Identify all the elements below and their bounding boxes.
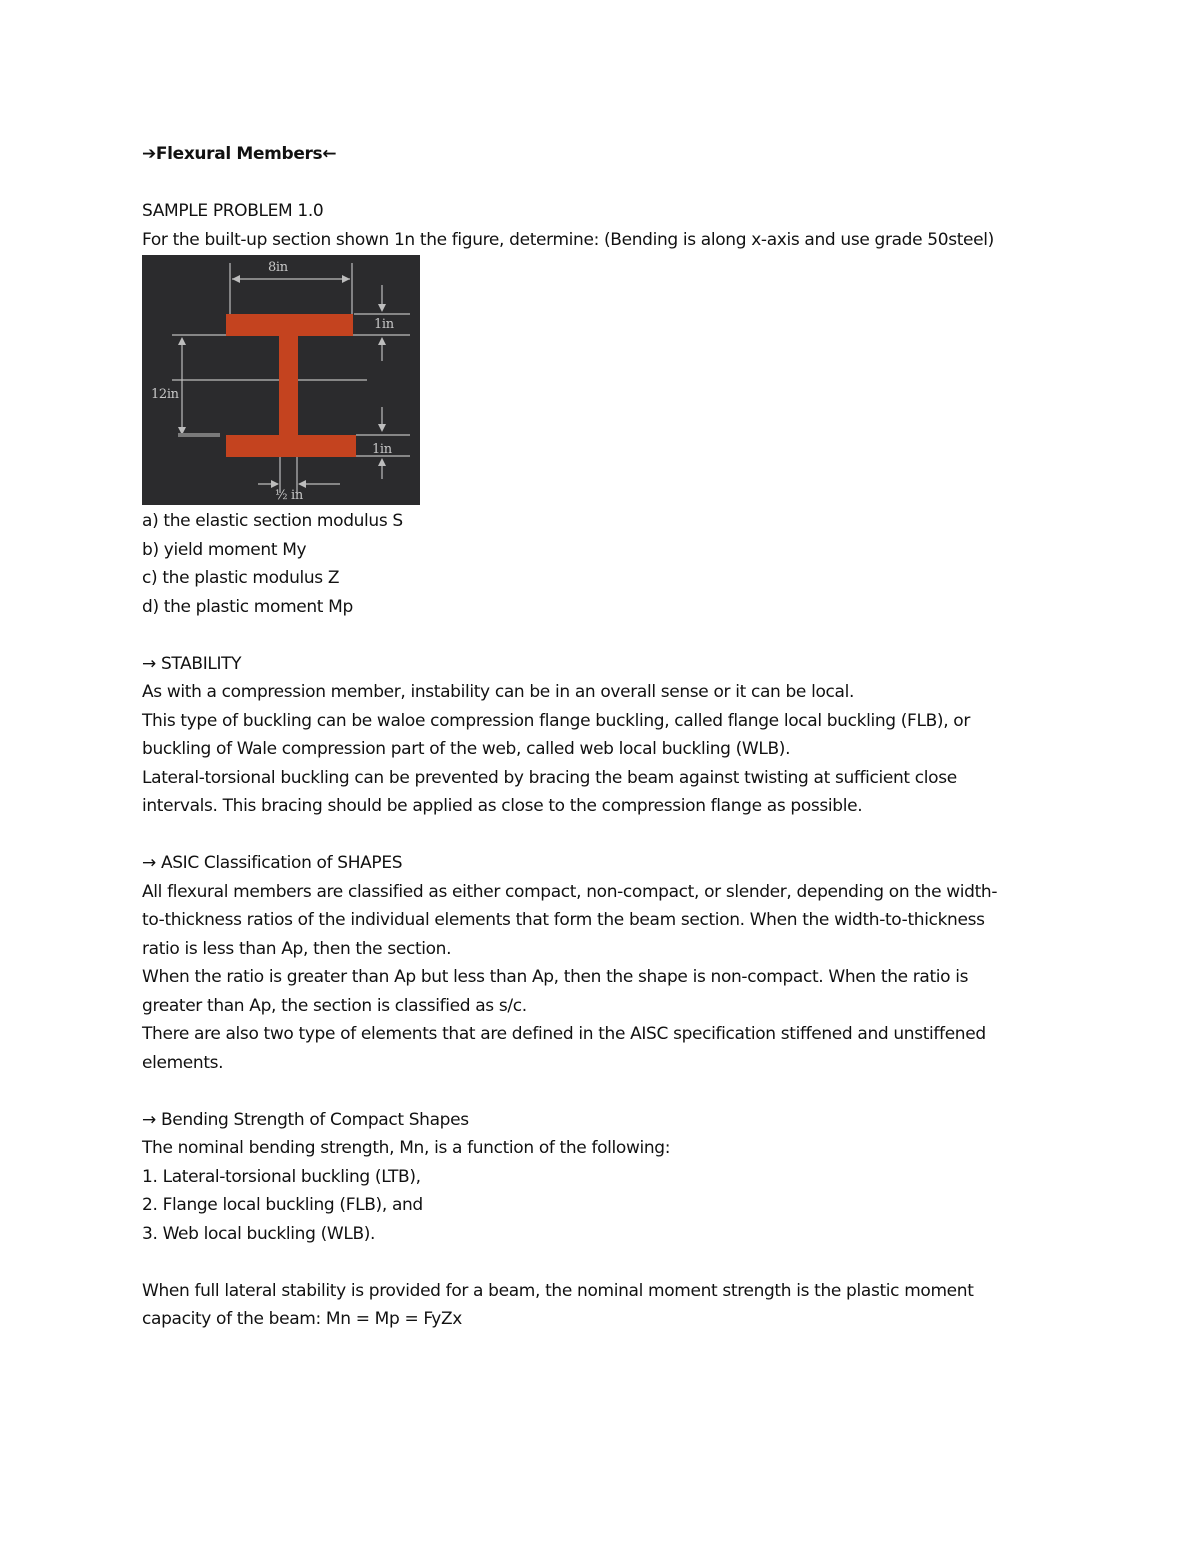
problem-heading: SAMPLE PROBLEM 1.0 <box>142 201 324 221</box>
ground-mark <box>178 433 220 437</box>
bending-heading: → Bending Strength of Compact Shapes <box>142 1109 469 1130</box>
problem-statement: For the built-up section shown 1n the figure, determine: (Bending is along x-axis and use grade 50steel) <box>142 229 994 250</box>
label-top-flange-thickness: 1in <box>374 317 394 332</box>
stability-line: This type of buckling can be waloe compression flange buckling, called flange local buckling (FLB), or <box>142 710 970 731</box>
classification-line: There are also two type of elements that are defined in the AISC specification stiffened and unstiffened <box>142 1024 986 1044</box>
stability-heading: → STABILITY <box>142 653 242 674</box>
stability-line: Lateral-torsional buckling can be prevented by bracing the beam against twisting at sufficient close <box>142 767 957 788</box>
label-web-thickness: ½ in <box>275 488 303 503</box>
label-flange-width: 8in <box>268 260 288 275</box>
classification-line: elements. <box>142 1052 224 1073</box>
i-beam-figure <box>142 255 420 505</box>
label-depth: 12in <box>151 387 179 402</box>
bending-item: 3. Web local buckling (WLB). <box>142 1223 376 1244</box>
bending-item: 1. Lateral-torsional buckling (LTB), <box>142 1166 421 1187</box>
stability-line: buckling of Wale compression part of the web, called web local buckling (WLB). <box>142 739 791 759</box>
top-flange <box>226 314 353 336</box>
spacer <box>142 1077 1062 1106</box>
spacer <box>142 621 1062 650</box>
problem-item: b) yield moment My <box>142 539 307 560</box>
spacer <box>142 1248 1062 1277</box>
spacer <box>142 169 1062 198</box>
web <box>279 335 298 437</box>
bottom-flange <box>226 435 356 457</box>
label-bottom-flange-thickness: 1in <box>372 442 392 457</box>
stability-line: As with a compression member, instability can be in an overall sense or it can be local. <box>142 682 855 702</box>
document-body <box>142 140 1062 1334</box>
classification-line: ratio is less than Ap, then the section. <box>142 938 452 959</box>
bending-item: 2. Flange local buckling (FLB), and <box>142 1195 423 1215</box>
stability-line: intervals. This bracing should be applied as close to the compression flange as possible. <box>142 796 863 816</box>
bending-intro: The nominal bending strength, Mn, is a function of the following: <box>142 1138 671 1158</box>
classification-line: to-thickness ratios of the individual elements that form the beam section. When the width-to-thickness <box>142 910 985 930</box>
document-title: ➔Flexural Members← <box>142 144 337 164</box>
classification-line: When the ratio is greater than Ap but less than Ap, then the shape is non-compact. When the ratio is <box>142 967 969 987</box>
bending-conclusion-line: capacity of the beam: Mn = Mp = FyZx <box>142 1309 463 1329</box>
bending-conclusion-line: When full lateral stability is provided for a beam, the nominal moment strength is the plastic moment <box>142 1280 974 1301</box>
spacer <box>142 821 1062 850</box>
classification-line: greater than Ap, the section is classified as s/c. <box>142 995 527 1016</box>
classification-line: All flexural members are classified as either compact, non-compact, or slender, depending on the width- <box>142 881 998 902</box>
problem-item: c) the plastic modulus Z <box>142 568 340 588</box>
problem-item: d) the plastic moment Mp <box>142 596 353 617</box>
classification-heading: → ASIC Classification of SHAPES <box>142 853 403 873</box>
problem-item: a) the elastic section modulus S <box>142 511 403 531</box>
